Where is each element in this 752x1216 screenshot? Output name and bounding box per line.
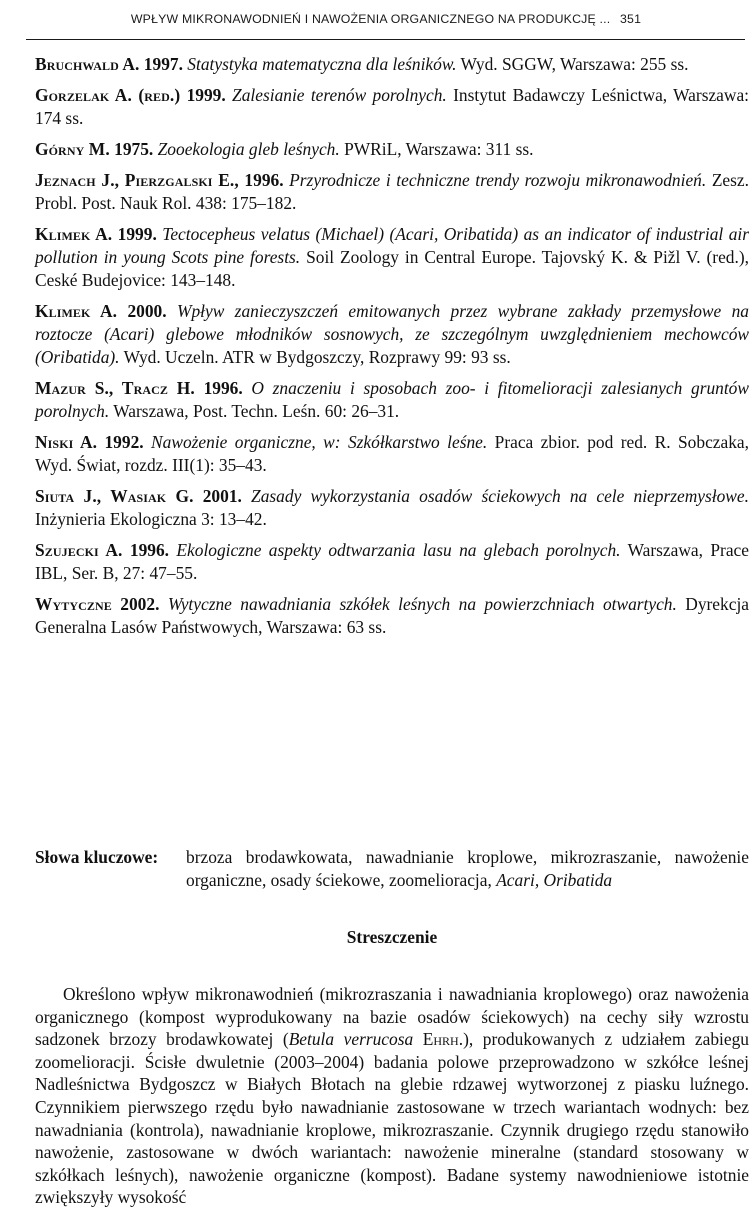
species-authority: Ehrh. <box>422 1029 464 1050</box>
ref-details: Wyd. Uczeln. ATR w Bydgoszczy, Rozprawy 99: 93 ss. <box>123 347 511 367</box>
ref-title: O znaczeniu i sposobach zoo- i fitomelioracji zalesianych gruntów porolnych. <box>35 378 749 421</box>
ref-title: Tectocepheus velatus (Michael) (Acari, Oribatida) as an indicator of industrial air pollution in young Scots pine forests. <box>35 224 749 267</box>
ref-author: Górny M. <box>35 139 110 159</box>
ref-author: Mazur S., Tracz H. <box>35 378 195 398</box>
keywords-label: Słowa kluczowe: <box>35 847 159 867</box>
reference-item <box>35 539 749 585</box>
ref-year: 1999. <box>186 85 226 105</box>
ref-details: Praca zbior. pod red. R. Sobczaka, Wyd. Świat, rozdz. III(1): 35–43. <box>35 432 749 475</box>
ref-author: Bruchwald A. <box>35 54 140 74</box>
keywords-text <box>186 846 749 892</box>
keywords-block <box>35 846 749 892</box>
ref-year: 1996. <box>129 540 170 560</box>
ref-title: Przyrodnicze i techniczne trendy rozwoju mikronawodnień. <box>289 170 707 190</box>
abstract-heading: Streszczenie <box>346 927 438 947</box>
reference-item <box>35 169 749 215</box>
ref-title: Statystyka matematyczna dla leśników. <box>187 54 457 74</box>
keywords-list: brzoza brodawkowata, nawadnianie kroplowe, mikrozraszanie, nawożenie organiczne, osady ściekowe, zoomelioracja, <box>186 847 749 890</box>
ref-author: Wytyczne <box>35 594 112 614</box>
ref-details: PWRiL, Warszawa: 311 ss. <box>344 139 534 159</box>
ref-author: Gorzelak A. (red.) <box>35 85 181 105</box>
ref-details: Zesz. Probl. Post. Nauk Rol. 438: 175–182. <box>35 170 749 213</box>
reference-list <box>35 53 749 647</box>
running-header <box>26 12 746 26</box>
ref-title: Ekologiczne aspekty odtwarzania lasu na glebach porolnych. <box>176 540 621 560</box>
page-number: 351 <box>620 12 642 26</box>
ref-details: Inżynieria Ekologiczna 3: 13–42. <box>35 509 267 529</box>
ref-author: Szujecki A. <box>35 540 123 560</box>
reference-item <box>35 485 749 531</box>
reference-item <box>35 593 749 639</box>
ref-title: Zasady wykorzystania osadów ściekowych na cele nieprzemysłowe. <box>251 486 749 506</box>
ref-details: Warszawa, Prace IBL, Ser. B, 27: 47–55. <box>35 540 749 583</box>
ref-details: Dyrekcja Generalna Lasów Państwowych, Warszawa: 63 ss. <box>35 594 749 637</box>
ref-author: Niski A. <box>35 432 98 452</box>
reference-item <box>35 377 749 423</box>
ref-details: Instytut Badawczy Leśnictwa, Warszawa: 174 ss. <box>35 85 750 128</box>
reference-item <box>35 223 749 292</box>
ref-year: 1992. <box>104 432 144 452</box>
reference-item <box>35 300 749 369</box>
ref-author: Siuta J., Wasiak G. <box>35 486 194 506</box>
ref-year: 1996. <box>244 170 284 190</box>
header-rule <box>26 39 745 40</box>
ref-year: 2001. <box>202 486 242 506</box>
ref-details: Wyd. SGGW, Warszawa: 255 ss. <box>460 54 689 74</box>
reference-item <box>35 53 749 76</box>
running-title: WPŁYW MIKRONAWODNIEŃ I NAWOŻENIA ORGANICZNEGO NA PRODUKCJĘ ... <box>130 12 611 26</box>
ref-title: Wpływ zanieczyszczeń emitowanych przez wybrane zakłady przemysłowe na roztocze (Acari) glebowe młodników sosnowych, ze szczególnym uwzględnieniem mechowców (Oribatida). <box>35 301 749 367</box>
ref-title: Nawożenie organiczne, w: Szkółkarstwo leśne. <box>151 432 488 452</box>
abstract-text-1: Określono wpływ mikronawodnień (mikrozraszania i nawadniania kroplowego) oraz nawożenia organicznego (kompost wyprodukowany na bazie osadów ściekowych) na cechy siły wzrostu sadzonek brzozy brodawkowatej ( <box>35 984 749 1050</box>
ref-author: Klimek A. <box>35 301 118 321</box>
ref-year: 1997. <box>143 54 183 74</box>
ref-author: Jeznach J., Pierzgalski E., <box>35 170 239 190</box>
ref-title: Zalesianie terenów porolnych. <box>232 85 447 105</box>
ref-title: Zooekologia gleb leśnych. <box>157 139 340 159</box>
ref-year: 1975. <box>114 139 154 159</box>
keywords-italic: Acari, Oribatida <box>496 870 613 890</box>
ref-title: Wytyczne nawadniania szkółek leśnych na powierzchniach otwartych. <box>167 594 677 614</box>
reference-item <box>35 431 749 477</box>
ref-year: 2002. <box>120 594 160 614</box>
reference-item <box>35 138 749 161</box>
species-name: Betula verrucosa <box>288 1029 414 1050</box>
abstract-text-2: ), produkowanych z udziałem zabiegu zoomelioracji. Ścisłe dwuletnie (2003–2004) badania polowe przeprowadzono w szkółce leśnej Nadleśnictwa Bydgoszcz w Białych Błotach na glebie rdzawej wytworzonej z piasku luźnego. Czynnikiem pierwszego rzędu było nawadnianie zastosowane w trzech wariantach wodnych: bez nawadniania (kontrola), nawadnianie kroplowe, mikrozraszanie. Czynnik drugiego rzędu stanowiło nawożenie, zastosowane w dwóch wariantach: nawożenie mineralne (standard stosowany w szkółkach leśnych), nawożenie organiczne (kompost). Badane systemy nawodnieniowe istotnie zwiększyły wysokość <box>35 1029 749 1208</box>
ref-author: Klimek A. <box>35 224 113 244</box>
abstract-paragraph <box>35 983 749 1209</box>
ref-details: Soil Zoology in Central Europe. Tajovský K. & Pižl V. (red.), Ceské Budejovice: 143–148. <box>35 247 749 290</box>
reference-item <box>35 84 749 130</box>
ref-year: 1999. <box>117 224 157 244</box>
ref-details: Warszawa, Post. Techn. Leśn. 60: 26–31. <box>113 401 400 421</box>
ref-year: 2000. <box>127 301 167 321</box>
ref-year: 1996. <box>203 378 243 398</box>
